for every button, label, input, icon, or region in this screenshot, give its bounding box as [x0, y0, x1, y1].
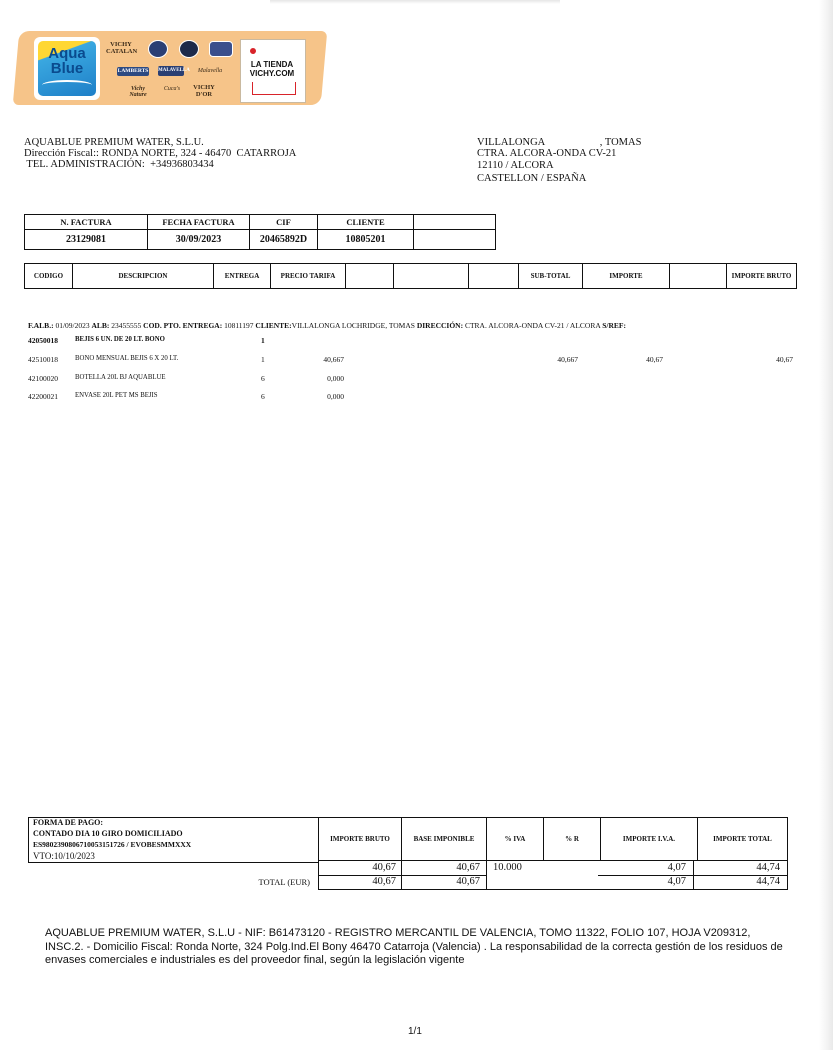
line-qty-2: 6	[261, 374, 265, 383]
aquablue-wave-icon	[42, 80, 92, 90]
payment-iban: ES9802390806710053151726 / EVOBESMMXXX	[33, 840, 192, 849]
payment-vto: VTO:10/10/2023	[33, 851, 95, 861]
totals-col-total: IMPORTE TOTAL	[698, 818, 788, 861]
col-importe-bruto: IMPORTE BRUTO	[727, 264, 797, 289]
brand-font-dor-icon	[148, 40, 168, 58]
dir-label: DIRECCIÓN:	[416, 321, 464, 330]
invoice-cif: 20465892D	[250, 230, 318, 250]
col-blank-1	[346, 264, 394, 289]
tienda-dot-icon	[250, 48, 256, 54]
totals-col-base: BASE IMPONIBLE	[402, 818, 487, 861]
total-eur-label: TOTAL (EUR)	[258, 877, 310, 887]
line-code-0: 42050018	[28, 336, 58, 345]
company-phone: TEL. ADMINISTRACIÓN: +34936803434	[24, 159, 214, 170]
line-qty-0: 1	[261, 336, 265, 345]
tot2-base: 40,67	[456, 876, 480, 887]
cod-value: 10811197	[224, 321, 254, 330]
header-invoice-date: FECHA FACTURA	[148, 215, 250, 230]
falb-value: 01/09/2023	[55, 321, 90, 330]
line-price-3: 0,000	[327, 392, 344, 401]
brand-lamberts: LAMBERTS	[117, 68, 149, 74]
cod-label: COD. PTO. ENTREGA:	[143, 321, 223, 330]
col-blank-2	[394, 264, 469, 289]
dir-value: CTRA. ALCORA-ONDA CV-21 / ALCORA	[464, 321, 601, 330]
invoice-blank	[414, 230, 496, 250]
invoice-info-table	[24, 214, 496, 250]
col-blank-4	[670, 264, 727, 289]
falb-label: F.ALB.:	[28, 321, 54, 330]
tot1-base: 40,67	[456, 862, 480, 873]
invoice-client: 10805201	[318, 230, 414, 250]
alb-value: 23455555	[111, 321, 142, 330]
totals-col-bruto: IMPORTE BRUTO	[319, 818, 402, 861]
items-header-table	[24, 263, 797, 289]
col-importe: IMPORTE	[583, 264, 670, 289]
page-top-shadow	[270, 0, 560, 4]
alb-label: ALB:	[91, 321, 110, 330]
header-client: CLIENTE	[318, 215, 414, 230]
tot1-iva: 10.000	[493, 862, 522, 873]
line-code-1: 42510018	[28, 355, 58, 364]
brand-malavella-badge: MALAVELLA	[158, 66, 184, 76]
customer-city: 12110 / ALCORA	[477, 160, 554, 171]
totals-col-r: % R	[544, 818, 601, 861]
payment-label: FORMA DE PAGO:	[33, 818, 104, 827]
company-address: Dirección Fiscal:: RONDA NORTE, 324 - 46470 CATARROJA	[24, 148, 297, 159]
tot1-bruto: 40,67	[372, 862, 396, 873]
la-tienda-logo-text: LA TIENDA VICHY.COM	[249, 60, 295, 78]
line-desc-0: BEJIS 6 UN. DE 20 LT. BONO	[75, 336, 165, 343]
tot2-importe-iva: 4,07	[667, 876, 686, 887]
line-qty-1: 1	[261, 355, 265, 364]
header-cif: CIF	[250, 215, 318, 230]
brand-malavella-script: Malavella	[197, 68, 223, 74]
customer-region: CASTELLON / ESPAÑA	[477, 173, 587, 184]
shopping-cart-icon	[252, 82, 296, 95]
header-blank	[414, 215, 496, 230]
customer-name: VILLALONGA , TOMAS	[477, 137, 642, 148]
aquablue-logo-text: Aqua Blue	[48, 45, 86, 77]
totals-vline-4	[693, 861, 694, 889]
line-importe-1: 40,67	[646, 355, 663, 364]
page-number: 1/1	[408, 1026, 422, 1037]
payment-method: CONTADO DIA 10 GIRO DOMICILIADO	[33, 829, 183, 838]
cliente-value: VILLALONGA LOCHRIDGE, TOMAS	[291, 321, 415, 330]
header-invoice-number: N. FACTURA	[25, 215, 148, 230]
customer-street: CTRA. ALCORA-ONDA CV-21	[477, 148, 617, 159]
line-desc-2: BOTELLA 20L BJ AQUABLUE	[75, 374, 166, 381]
totals-vline-5	[787, 861, 788, 889]
tot1-total: 44,74	[756, 862, 780, 873]
brand-cucas: Cuca's	[163, 86, 181, 92]
brand-vichy-nature: Vichy Nature	[129, 86, 147, 98]
line-code-2: 42100020	[28, 374, 58, 383]
brand-vichy-dor: VICHY D'OR	[193, 84, 215, 98]
col-entrega: ENTREGA	[214, 264, 271, 289]
col-subtotal: SUB-TOTAL	[519, 264, 583, 289]
col-codigo: CODIGO	[25, 264, 73, 289]
albaran-line	[28, 321, 626, 330]
tot2-bruto: 40,67	[372, 876, 396, 887]
line-desc-1: BONO MENSUAL BEJIS 6 X 20 LT.	[75, 355, 179, 362]
invoice-date: 30/09/2023	[148, 230, 250, 250]
brand-solan-icon	[209, 41, 233, 57]
totals-vline-3	[486, 861, 487, 889]
invoice-number: 23129081	[25, 230, 148, 250]
cliente-label: CLIENTE:	[255, 321, 292, 330]
brand-veri-icon	[179, 40, 199, 58]
totals-header-table	[318, 817, 788, 861]
legal-footer: AQUABLUE PREMIUM WATER, S.L.U - NIF: B61473120 - REGISTRO MERCANTIL DE VALENCIA, TOMO 11322, FOLIO 107, HOJA V209312, INSC.2. - Domicilio Fiscal: Ronda Norte, 324 Polg.Ind.El Bony 46470 Catarroja (Valencia) . La responsabilidad de la correcta gestión de los residuos de envases comerciales e industriales es del proveedor final, según la legislación vigente	[45, 927, 783, 967]
brand-vichy-catalan: VICHY CATALAN	[106, 41, 138, 55]
totals-col-iva: % IVA	[487, 818, 544, 861]
col-precio-tarifa: PRECIO TARIFA	[271, 264, 346, 289]
totals-col-importe-iva: IMPORTE I.V.A.	[601, 818, 698, 861]
line-price-1: 40,667	[323, 355, 344, 364]
line-price-2: 0,000	[327, 374, 344, 383]
line-subtotal-1: 40,667	[557, 355, 578, 364]
tot1-importe-iva: 4,07	[667, 862, 686, 873]
page-right-edge	[819, 0, 833, 1050]
totals-bottom-line	[318, 889, 788, 890]
col-blank-3	[469, 264, 519, 289]
line-code-3: 42200021	[28, 392, 58, 401]
line-bruto-1: 40,67	[776, 355, 793, 364]
line-desc-3: ENVASE 20L PET MS BEJIS	[75, 392, 158, 399]
line-qty-3: 6	[261, 392, 265, 401]
col-descripcion: DESCRIPCION	[73, 264, 214, 289]
company-name: AQUABLUE PREMIUM WATER, S.L.U.	[24, 137, 204, 148]
sref-label: S/REF:	[602, 321, 626, 330]
tot2-total: 44,74	[756, 876, 780, 887]
